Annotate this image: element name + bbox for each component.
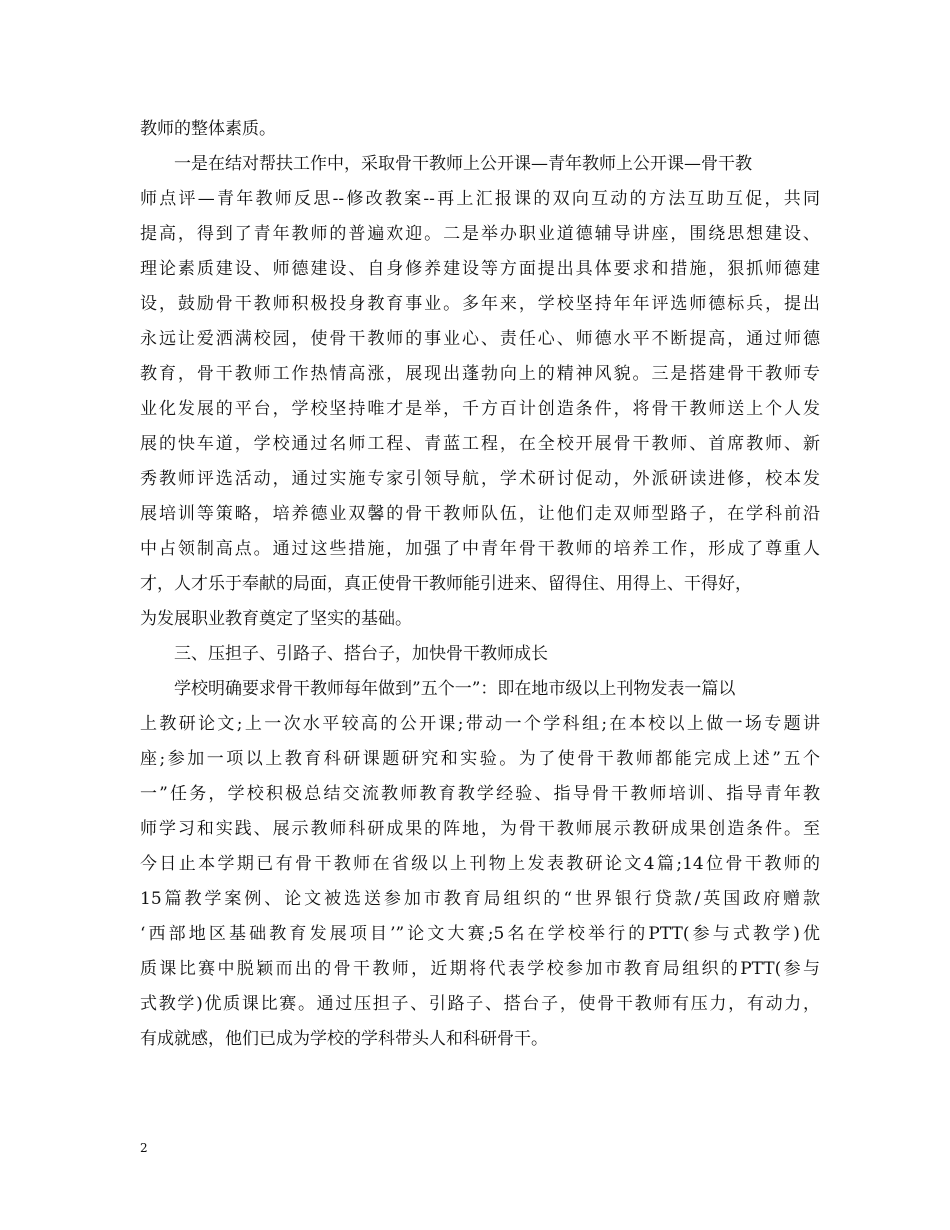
- text-line: 展培训等策略，培养德业双馨的骨干教师队伍，让他们走双师型路子，在学科前沿: [140, 504, 820, 524]
- text-line: 设，鼓励骨干教师积极投身教育事业。多年来，学校坚持年年评选师德标兵，提出: [140, 294, 820, 314]
- text-line: 上教研论文;上一次水平较高的公开课;带动一个学科组;在本校以上做一场专题讲: [140, 714, 820, 734]
- text-line: 理论素质建设、师德建设、自身修养建设等方面提出具体要求和措施，狠抓师德建: [140, 259, 820, 279]
- text-line: 教师的整体素质。: [140, 119, 276, 139]
- text-line: 一是在结对帮扶工作中，采取骨干教师上公开课—青年教师上公开课—骨干教: [174, 154, 752, 174]
- text-line: 师点评—青年教师反思--修改教案--再上汇报课的双向互动的方法互助互促，共同: [140, 189, 820, 209]
- text-line: 中占领制高点。通过这些措施，加强了中青年骨干教师的培养工作，形成了尊重人: [140, 539, 820, 559]
- text-line: 学校明确要求骨干教师每年做到”五个一”：即在地市级以上刊物发表一篇以: [174, 679, 736, 699]
- text-line: 质课比赛中脱颖而出的骨干教师，近期将代表学校参加市教育局组织的PTT(参与: [140, 959, 820, 979]
- text-line: ‘西部地区基础教育发展项目’”论文大赛;5名在学校举行的PTT(参与式教学)优: [140, 924, 820, 944]
- text-line: 业化发展的平台，学校坚持唯才是举，千方百计创造条件，将骨干教师送上个人发: [140, 399, 820, 419]
- text-line: 座;参加一项以上教育科研课题研究和实验。为了使骨干教师都能完成上述”五个: [140, 749, 820, 769]
- text-line: 永远让爱洒满校园，使骨干教师的事业心、责任心、师德水平不断提高，通过师德: [140, 329, 820, 349]
- body-text: [140, 112, 820, 1057]
- text-line: 今日止本学期已有骨干教师在省级以上刊物上发表教研论文4篇;14位骨干教师的: [140, 854, 820, 874]
- text-line: 一”任务，学校积极总结交流教师教育教学经验、指导骨干教师培训、指导青年教: [140, 784, 820, 804]
- text-line: 为发展职业教育奠定了坚实的基础。: [140, 609, 412, 629]
- text-line: 有成就感，他们已成为学校的学科带头人和科研骨干。: [140, 1029, 548, 1049]
- text-line: 三、压担子、引路子、搭台子，加快骨干教师成长: [174, 644, 548, 664]
- text-line: 才，人才乐于奉献的局面，真正使骨干教师能引进来、留得住、用得上、干得好，: [140, 574, 752, 594]
- text-line: 教育，骨干教师工作热情高涨，展现出蓬勃向上的精神风貌。三是搭建骨干教师专: [140, 364, 820, 384]
- text-line: 展的快车道，学校通过名师工程、青蓝工程，在全校开展骨干教师、首席教师、新: [140, 434, 820, 454]
- text-line: 15篇教学案例、论文被选送参加市教育局组织的“世界银行贷款/英国政府赠款: [140, 889, 820, 909]
- text-line: 提高，得到了青年教师的普遍欢迎。二是举办职业道德辅导讲座，围绕思想建设、: [140, 224, 820, 244]
- text-line: 秀教师评选活动，通过实施专家引领导航，学术研讨促动，外派研读进修，校本发: [140, 469, 820, 489]
- text-line: 师学习和实践、展示教师科研成果的阵地，为骨干教师展示教研成果创造条件。至: [140, 819, 820, 839]
- text-line: 式教学)优质课比赛。通过压担子、引路子、搭台子，使骨干教师有压力，有动力，: [140, 994, 820, 1014]
- page-number: 2: [140, 1141, 148, 1155]
